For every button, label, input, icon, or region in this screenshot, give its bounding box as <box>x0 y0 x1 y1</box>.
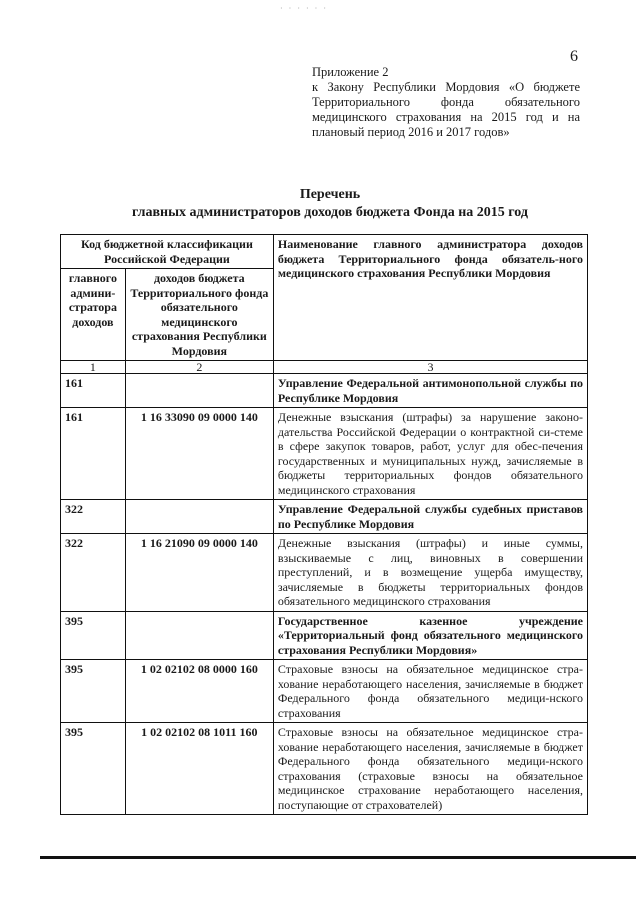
header-name: Наименование главного администратора доходов бюджета Территориального фонда обязатель-ного медицинского страхования Республики Мордовия <box>273 235 587 361</box>
admin-code: 395 <box>61 723 126 815</box>
admin-name: Управление Федеральной службы судебных приставов по Республике Мордовия <box>273 500 587 534</box>
scan-speck: · · · · · · <box>280 4 328 13</box>
table-row <box>61 500 588 534</box>
income-code: 1 16 33090 09 0000 140 <box>125 408 273 500</box>
header-income: доходов бюджета Территориального фонда обязательного медицинского страхования Республики Мордовия <box>125 269 273 361</box>
income-name: Страховые взносы на обязательное медицинское стра-хование неработающего населения, зачисляемые в бюджет Федерального фонда обязательного медици-нского страхования (страховые взносы на обязательное медицинское страхование неработающего населения, поступающие от страхователей) <box>273 723 587 815</box>
appendix-note <box>312 65 580 140</box>
admin-code: 322 <box>61 534 126 612</box>
appendix-line-2: к Закону Республики Мордовия «О бюджете Территориального фонда обязательного медицинского страхования на 2015 год и на плановый период 2016 и 2017 годов» <box>312 80 580 139</box>
document-title <box>60 186 600 222</box>
income-name: Страховые взносы на обязательное медицинское стра-хование неработающего населения, зачисляемые в бюджет Федерального фонда обязательного медици-нского страхования <box>273 660 587 723</box>
admin-code: 322 <box>61 500 126 534</box>
admin-code: 161 <box>61 374 126 408</box>
table-row <box>61 723 588 815</box>
table-row <box>61 611 588 660</box>
income-code <box>125 611 273 660</box>
bottom-rule <box>40 856 636 859</box>
admin-name: Государственное казенное учреждение «Территориальный фонд обязательного медицинского страхования Республики Мордовия» <box>273 611 587 660</box>
header-admin: главного админи-стратора доходов <box>61 269 126 361</box>
table-row <box>61 408 588 500</box>
income-code: 1 02 02102 08 1011 160 <box>125 723 273 815</box>
title-line-1: Перечень <box>299 187 361 202</box>
title-line-2: главных администраторов доходов бюджета Фонда на 2015 год <box>132 205 528 220</box>
admin-code: 395 <box>61 660 126 723</box>
admin-code: 395 <box>61 611 126 660</box>
page-number: 6 <box>570 48 578 65</box>
table-row <box>61 534 588 612</box>
administrators-table <box>60 234 588 815</box>
col-number-2: 2 <box>125 361 273 374</box>
header-kbk: Код бюджетной классификации Российской Федерации <box>61 235 274 269</box>
income-code: 1 02 02102 08 0000 160 <box>125 660 273 723</box>
income-code <box>125 500 273 534</box>
admin-code: 161 <box>61 408 126 500</box>
col-number-1: 1 <box>61 361 126 374</box>
income-name: Денежные взыскания (штрафы) и иные суммы, взыскиваемые с лиц, виновных в совершении преступлений, и в возмещение ущерба имуществу, зачисляемые в бюджеты территориальных фондов обязательного медицинского страхования <box>273 534 587 612</box>
income-code <box>125 374 273 408</box>
income-name: Денежные взыскания (штрафы) за нарушение законо-дательства Российской Федерации о контрактной си-стеме в сфере закупок товаров, работ, услуг для обес-печения государственных и муниципальных нужд, зачисляемые в бюджеты территориальных фондов обязательного медицинского страхования <box>273 408 587 500</box>
table-row <box>61 374 588 408</box>
admin-name: Управление Федеральной антимонопольной службы по Республике Мордовия <box>273 374 587 408</box>
appendix-line-1: Приложение 2 <box>312 65 389 79</box>
income-code: 1 16 21090 09 0000 140 <box>125 534 273 612</box>
col-number-3: 3 <box>273 361 587 374</box>
table-row <box>61 660 588 723</box>
